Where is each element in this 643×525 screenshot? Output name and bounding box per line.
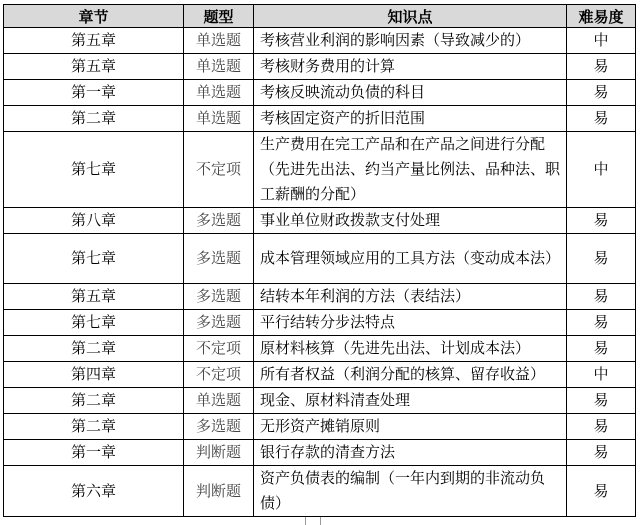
row-point: 成本管理领域应用的工具方法（变动成本法）: [254, 234, 567, 284]
row-difficulty: 中: [567, 132, 636, 208]
row-type: 多选题: [184, 208, 254, 234]
row-type: 单选题: [184, 28, 254, 54]
knowledge-point-table: [3, 4, 636, 517]
row-type: 判断题: [184, 466, 254, 517]
table-row: [4, 80, 636, 106]
row-chapter: 第二章: [4, 106, 184, 132]
table-row: [4, 310, 636, 336]
table-row: [4, 388, 636, 414]
table-header-row: [4, 5, 636, 28]
row-difficulty: 易: [567, 80, 636, 106]
row-type: 不定项: [184, 362, 254, 388]
row-difficulty: 易: [567, 388, 636, 414]
row-difficulty: 中: [567, 28, 636, 54]
row-point: 考核营业利润的影响因素（导致减少的）: [254, 28, 567, 54]
row-chapter: 第七章: [4, 234, 184, 284]
row-difficulty: 易: [567, 440, 636, 466]
row-chapter: 第一章: [4, 440, 184, 466]
row-difficulty: 易: [567, 54, 636, 80]
row-chapter: 第二章: [4, 414, 184, 440]
table-row: [4, 132, 636, 208]
row-type: 单选题: [184, 388, 254, 414]
table-row: [4, 54, 636, 80]
row-point: 原材料核算（先进先出法、计划成本法）: [254, 336, 567, 362]
page-edge-marker: [305, 517, 321, 525]
row-type: 不定项: [184, 336, 254, 362]
row-type: 多选题: [184, 310, 254, 336]
row-chapter: 第五章: [4, 54, 184, 80]
row-chapter: 第二章: [4, 336, 184, 362]
row-difficulty: 易: [567, 466, 636, 517]
row-point: 生产费用在完工产品和在产品之间进行分配（先进先出法、约当产量比例法、品种法、职工薪酬的分配）: [254, 132, 567, 208]
row-difficulty: 易: [567, 234, 636, 284]
table-row: [4, 284, 636, 310]
row-difficulty: 中: [567, 362, 636, 388]
row-difficulty: 易: [567, 310, 636, 336]
row-difficulty: 易: [567, 336, 636, 362]
table-row: [4, 208, 636, 234]
row-point: 现金、原材料清查处理: [254, 388, 567, 414]
row-point: 所有者权益（利润分配的核算、留存收益）: [254, 362, 567, 388]
row-point: 结转本年利润的方法（表结法）: [254, 284, 567, 310]
row-type: 多选题: [184, 284, 254, 310]
row-point: 事业单位财政拨款支付处理: [254, 208, 567, 234]
row-chapter: 第七章: [4, 310, 184, 336]
table-row: [4, 362, 636, 388]
table-row: [4, 414, 636, 440]
table-row: [4, 440, 636, 466]
row-point: 考核财务费用的计算: [254, 54, 567, 80]
row-chapter: 第二章: [4, 388, 184, 414]
row-type: 多选题: [184, 414, 254, 440]
row-chapter: 第五章: [4, 284, 184, 310]
table-row: [4, 336, 636, 362]
table-row: [4, 234, 636, 284]
header-difficulty: 难易度: [567, 5, 636, 28]
row-chapter: 第八章: [4, 208, 184, 234]
row-chapter: 第五章: [4, 28, 184, 54]
row-difficulty: 易: [567, 284, 636, 310]
row-type: 单选题: [184, 106, 254, 132]
row-difficulty: 易: [567, 208, 636, 234]
table-row: [4, 28, 636, 54]
row-type: 单选题: [184, 54, 254, 80]
row-point: 资产负债表的编制（一年内到期的非流动负债）: [254, 466, 567, 517]
row-type: 不定项: [184, 132, 254, 208]
header-type: 题型: [184, 5, 254, 28]
row-type: 多选题: [184, 234, 254, 284]
table-row: [4, 106, 636, 132]
row-point: 考核固定资产的折旧范围: [254, 106, 567, 132]
row-type: 单选题: [184, 80, 254, 106]
row-point: 无形资产摊销原则: [254, 414, 567, 440]
row-chapter: 第四章: [4, 362, 184, 388]
row-chapter: 第七章: [4, 132, 184, 208]
row-chapter: 第一章: [4, 80, 184, 106]
table-row: [4, 466, 636, 517]
row-difficulty: 易: [567, 414, 636, 440]
row-difficulty: 易: [567, 106, 636, 132]
row-point: 平行结转分步法特点: [254, 310, 567, 336]
row-type: 判断题: [184, 440, 254, 466]
row-point: 考核反映流动负债的科目: [254, 80, 567, 106]
row-chapter: 第六章: [4, 466, 184, 517]
row-point: 银行存款的清查方法: [254, 440, 567, 466]
header-chapter: 章节: [4, 5, 184, 28]
header-point: 知识点: [254, 5, 567, 28]
